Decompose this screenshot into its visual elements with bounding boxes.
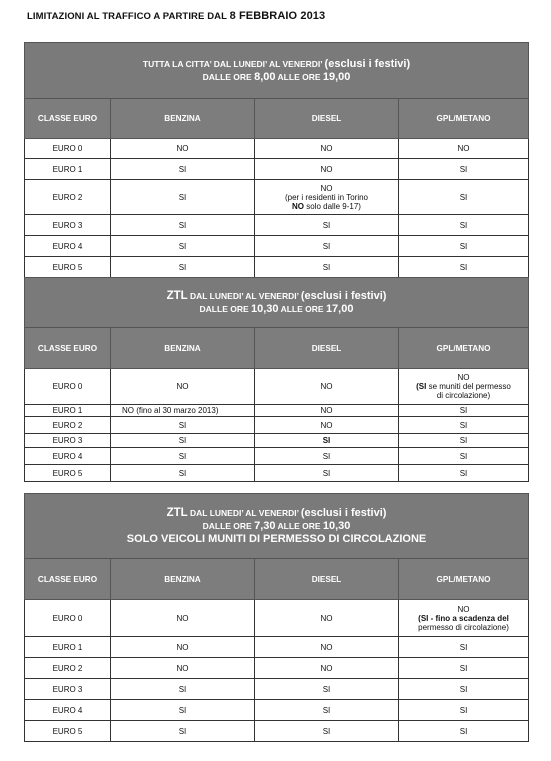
col-header-classe-euro: CLASSE EURO	[25, 328, 111, 369]
column-header-row	[25, 559, 529, 600]
benzina-cell: NO	[111, 600, 255, 637]
table-row	[25, 180, 529, 215]
gpl-cell: NO (SI se muniti del permesso di circolazione)	[399, 369, 529, 405]
section-ztl-morning	[24, 493, 528, 742]
diesel-cell: NO (per i residenti in Torino NO solo dalle 9-17)	[255, 180, 399, 215]
table-row	[25, 679, 529, 700]
restrictions-table-whole-city	[24, 42, 529, 278]
column-header-row	[25, 328, 529, 369]
benzina-cell: SI	[111, 215, 255, 236]
table-row	[25, 658, 529, 679]
col-header-gpl-metano: GPL/METANO	[399, 328, 529, 369]
euro-class-cell: EURO 4	[25, 448, 111, 465]
benzina-cell: NO (fino al 30 marzo 2013)	[111, 405, 255, 417]
diesel-cell: NO	[255, 600, 399, 637]
euro-class-cell: EURO 1	[25, 637, 111, 658]
diesel-cell: NO	[255, 369, 399, 405]
col-header-diesel: DIESEL	[255, 328, 399, 369]
benzina-cell: NO	[111, 637, 255, 658]
table-row	[25, 369, 529, 405]
benzina-cell: SI	[111, 434, 255, 448]
restrictions-table-ztl-morning	[24, 493, 529, 742]
page-title-date: 8 FEBBRAIO 2013	[229, 10, 326, 22]
gpl-cell: SI	[399, 215, 529, 236]
euro-class-cell: EURO 3	[25, 434, 111, 448]
euro-class-cell: EURO 5	[25, 257, 111, 278]
diesel-cell: SI	[255, 700, 399, 721]
table-row	[25, 448, 529, 465]
euro-class-cell: EURO 1	[25, 405, 111, 417]
euro-class-cell: EURO 2	[25, 417, 111, 434]
table-row	[25, 700, 529, 721]
diesel-cell: SI	[255, 465, 399, 482]
euro-class-cell: EURO 0	[25, 369, 111, 405]
gpl-cell: SI	[399, 448, 529, 465]
benzina-cell: SI	[111, 448, 255, 465]
euro-class-cell: EURO 3	[25, 215, 111, 236]
gpl-cell: SI	[399, 658, 529, 679]
euro-class-cell: EURO 4	[25, 236, 111, 257]
diesel-cell: NO	[255, 658, 399, 679]
banner-whole-city: TUTTA LA CITTA’ DAL LUNEDI’ AL VENERDI’ (esclusi i festivi) DALLE ORE 8,00 ALLE ORE 19,00	[25, 43, 529, 99]
benzina-cell: SI	[111, 236, 255, 257]
diesel-cell: SI	[255, 448, 399, 465]
table-row	[25, 465, 529, 482]
gpl-cell: SI	[399, 180, 529, 215]
table-row	[25, 405, 529, 417]
diesel-cell: NO	[255, 159, 399, 180]
euro-class-cell: EURO 3	[25, 679, 111, 700]
gpl-cell: SI	[399, 236, 529, 257]
gpl-cell: SI	[399, 721, 529, 742]
table-row	[25, 600, 529, 637]
table-row	[25, 215, 529, 236]
column-header-row	[25, 99, 529, 139]
col-header-benzina: BENZINA	[111, 559, 255, 600]
gpl-cell: SI	[399, 700, 529, 721]
benzina-cell: SI	[111, 700, 255, 721]
col-header-benzina: BENZINA	[111, 99, 255, 139]
col-header-benzina: BENZINA	[111, 328, 255, 369]
euro-class-cell: EURO 2	[25, 658, 111, 679]
benzina-cell: SI	[111, 465, 255, 482]
euro-class-cell: EURO 5	[25, 721, 111, 742]
gpl-cell: NO (SI - fino a scadenza del permesso di circolazione)	[399, 600, 529, 637]
page-title-text: LIMITAZIONI AL TRAFFICO A PARTIRE DAL	[27, 11, 230, 22]
diesel-cell: NO	[255, 637, 399, 658]
table-row	[25, 236, 529, 257]
diesel-cell: NO	[255, 417, 399, 434]
table-row	[25, 637, 529, 658]
table-row	[25, 139, 529, 159]
gpl-cell: SI	[399, 257, 529, 278]
benzina-cell: SI	[111, 417, 255, 434]
benzina-cell: NO	[111, 139, 255, 159]
table-row	[25, 721, 529, 742]
table-row	[25, 257, 529, 278]
euro-class-cell: EURO 1	[25, 159, 111, 180]
gpl-cell: SI	[399, 679, 529, 700]
gpl-cell: SI	[399, 417, 529, 434]
diesel-cell: SI	[255, 679, 399, 700]
col-header-gpl-metano: GPL/METANO	[399, 99, 529, 139]
table-row	[25, 434, 529, 448]
gpl-cell: SI	[399, 405, 529, 417]
banner-ztl-daytime: ZTL DAL LUNEDI’ AL VENERDI’ (esclusi i festivi) DALLE ORE 10,30 ALLE ORE 17,00	[25, 278, 529, 328]
table-row	[25, 417, 529, 434]
benzina-cell: SI	[111, 721, 255, 742]
benzina-cell: SI	[111, 180, 255, 215]
section-ztl-daytime	[24, 277, 528, 482]
diesel-cell: SI	[255, 236, 399, 257]
euro-class-cell: EURO 4	[25, 700, 111, 721]
col-header-classe-euro: CLASSE EURO	[25, 99, 111, 139]
benzina-cell: SI	[111, 159, 255, 180]
gpl-cell: SI	[399, 434, 529, 448]
banner-ztl-morning: ZTL DAL LUNEDI’ AL VENERDI’ (esclusi i festivi) DALLE ORE 7,30 ALLE ORE 10,30 SOLO VEICOLI MUNITI DI PERMESSO DI CIRCOLAZIONE	[25, 494, 529, 559]
euro-class-cell: EURO 0	[25, 600, 111, 637]
table-row	[25, 159, 529, 180]
col-header-diesel: DIESEL	[255, 559, 399, 600]
gpl-cell: SI	[399, 465, 529, 482]
diesel-cell: SI	[255, 257, 399, 278]
gpl-cell: SI	[399, 159, 529, 180]
col-header-classe-euro: CLASSE EURO	[25, 559, 111, 600]
euro-class-cell: EURO 5	[25, 465, 111, 482]
benzina-cell: SI	[111, 257, 255, 278]
diesel-cell: SI	[255, 721, 399, 742]
diesel-cell: SI	[255, 215, 399, 236]
restrictions-table-ztl-daytime	[24, 277, 529, 482]
diesel-cell: NO	[255, 139, 399, 159]
euro-class-cell: EURO 2	[25, 180, 111, 215]
diesel-cell: SI	[255, 434, 399, 448]
gpl-cell: SI	[399, 637, 529, 658]
col-header-gpl-metano: GPL/METANO	[399, 559, 529, 600]
diesel-cell: NO	[255, 405, 399, 417]
section-whole-city	[24, 42, 528, 278]
benzina-cell: NO	[111, 658, 255, 679]
gpl-cell: NO	[399, 139, 529, 159]
benzina-cell: NO	[111, 369, 255, 405]
benzina-cell: SI	[111, 679, 255, 700]
euro-class-cell: EURO 0	[25, 139, 111, 159]
col-header-diesel: DIESEL	[255, 99, 399, 139]
page-title	[27, 10, 325, 22]
